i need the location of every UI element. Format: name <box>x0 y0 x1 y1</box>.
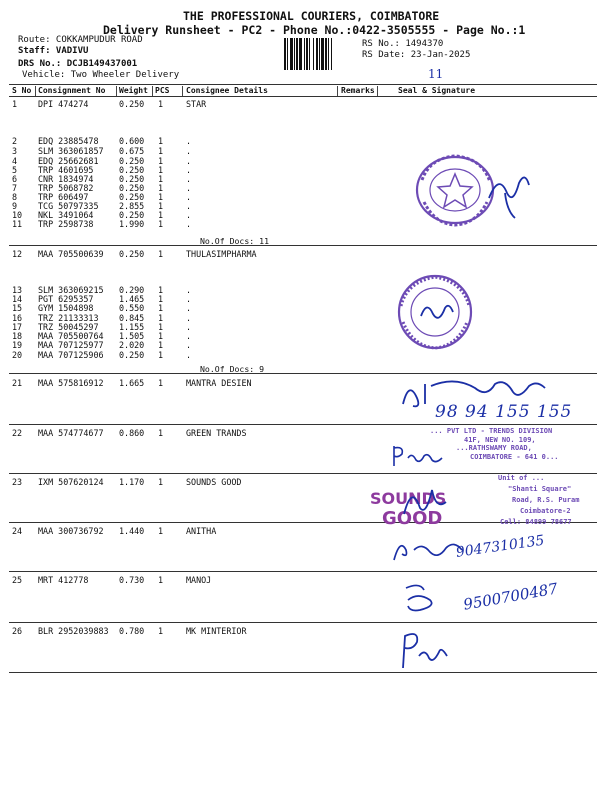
cell-pcs: 1 <box>158 192 164 202</box>
cell-consignee: . <box>186 331 192 341</box>
pharmacy-stamp <box>395 272 475 352</box>
cell-pcs: 1 <box>158 201 164 211</box>
cell-sno: 18 <box>12 331 23 341</box>
table-row <box>0 350 600 362</box>
cell-pcs: 1 <box>158 146 164 156</box>
signature-row25-phone: 9500700487 <box>462 579 560 614</box>
docs-count-1: No.Of Docs: 11 <box>200 236 270 246</box>
cell-consignment: GYM 1504898 <box>38 303 94 313</box>
cell-weight: 0.600 <box>119 136 145 146</box>
svg-text:SOUNDS: SOUNDS <box>370 489 447 508</box>
col-weight: Weight <box>119 86 148 95</box>
cell-weight: 0.250 <box>119 165 145 175</box>
cell-consignee: . <box>186 285 192 295</box>
cell-pcs: 1 <box>158 174 164 184</box>
cell-sno: 22 <box>12 428 23 438</box>
cell-consignment: TRZ 50045297 <box>38 322 99 332</box>
cell-sno: 12 <box>12 249 23 259</box>
docs-count-2: No.Of Docs: 9 <box>200 364 265 374</box>
cell-consignee: MANOJ <box>186 575 212 585</box>
cell-consignee: . <box>186 192 192 202</box>
route-label: Route: COKKAMPUDUR ROAD <box>18 35 143 45</box>
cell-weight: 1.155 <box>119 322 145 332</box>
cell-consignment: MAA 300736792 <box>38 526 104 536</box>
cell-sno: 9 <box>12 201 18 211</box>
cell-pcs: 1 <box>158 428 164 438</box>
cell-consignee: . <box>186 350 192 360</box>
cell-consignee: . <box>186 201 192 211</box>
cell-sno: 13 <box>12 285 23 295</box>
cell-pcs: 1 <box>158 210 164 220</box>
cell-consignment: IXM 507620124 <box>38 477 104 487</box>
vehicle-label: Vehicle: Two Wheeler Delivery <box>22 70 180 80</box>
cell-sno: 1 <box>12 99 18 109</box>
col-consignment: Consignment No <box>38 86 106 95</box>
cell-consignment: SLM 363069215 <box>38 285 104 295</box>
cell-consignment: DPI 474274 <box>38 99 89 109</box>
sounds-good-stamp <box>470 473 579 528</box>
stamp-line: Unit of ... <box>498 474 545 482</box>
signature-row24-phone: 9047310135 <box>455 532 546 561</box>
cell-weight: 0.730 <box>119 575 145 585</box>
cell-weight: 0.250 <box>119 210 145 220</box>
cell-sno: 17 <box>12 322 23 332</box>
cell-consignment: TRP 4601695 <box>38 165 94 175</box>
cell-consignment: SLM 363061857 <box>38 146 104 156</box>
stamp-line: "Shanti Square" <box>508 485 572 493</box>
cell-consignee: STAR <box>186 99 207 109</box>
cell-weight: 0.290 <box>119 285 145 295</box>
cell-weight: 0.675 <box>119 146 145 156</box>
cell-sno: 6 <box>12 174 18 184</box>
cell-sno: 5 <box>12 165 18 175</box>
cell-pcs: 1 <box>158 626 164 636</box>
cell-sno: 8 <box>12 192 18 202</box>
cell-consignment: EDQ 25662681 <box>38 156 99 166</box>
cell-pcs: 1 <box>158 331 164 341</box>
cell-consignee: . <box>186 322 192 332</box>
stamp-line: Cell: 84899 78677 <box>500 518 572 526</box>
row-rule <box>9 245 597 246</box>
cell-consignee: . <box>186 303 192 313</box>
row-rule <box>9 622 597 623</box>
runsheet-title: Delivery Runsheet - PC2 - Phone No.:0422-3505555 - Page No.:1 <box>103 23 526 37</box>
cell-consignment: TRZ 21133313 <box>38 313 99 323</box>
cell-pcs: 1 <box>158 340 164 350</box>
cell-consignment: MAA 707125977 <box>38 340 104 350</box>
cell-consignment: BLR 2952039883 <box>38 626 109 636</box>
signature-row25 <box>400 580 460 620</box>
cell-weight: 0.250 <box>119 183 145 193</box>
cell-consignment: MAA 705500764 <box>38 331 104 341</box>
cell-sno: 21 <box>12 378 23 388</box>
cell-consignment: MRT 412778 <box>38 575 89 585</box>
cell-pcs: 1 <box>158 294 164 304</box>
cell-sno: 26 <box>12 626 23 636</box>
cell-weight: 0.250 <box>119 192 145 202</box>
cell-consignee: ANITHA <box>186 526 217 536</box>
cell-consignment: PGT 6295357 <box>38 294 94 304</box>
cell-consignee: THULASIMPHARMA <box>186 249 257 259</box>
cell-pcs: 1 <box>158 99 164 109</box>
cell-pcs: 1 <box>158 350 164 360</box>
col-sno: S No <box>12 86 32 95</box>
cell-sno: 19 <box>12 340 23 350</box>
cell-weight: 2.855 <box>119 201 145 211</box>
cell-sno: 15 <box>12 303 23 313</box>
cell-weight: 2.020 <box>119 340 145 350</box>
svg-text:GOOD: GOOD <box>382 508 443 529</box>
cell-sno: 11 <box>12 219 23 229</box>
cell-sno: 14 <box>12 294 23 304</box>
stamp-line: ...RATHSWAMY ROAD, <box>456 444 532 452</box>
table-row <box>0 99 600 111</box>
table-top-rule <box>9 84 597 85</box>
cell-consignment: EDQ 23885478 <box>38 136 99 146</box>
cell-consignee: . <box>186 294 192 304</box>
cell-sno: 16 <box>12 313 23 323</box>
cell-pcs: 1 <box>158 378 164 388</box>
drs-number: DRS No.: DCJB149437001 <box>18 59 138 69</box>
signature-row22 <box>390 442 450 470</box>
cell-consignment: TCG 50797335 <box>38 201 99 211</box>
cell-pcs: 1 <box>158 165 164 175</box>
stamp-line: 41F, NEW NO. 109, <box>464 435 536 444</box>
signature-row26 <box>395 628 455 674</box>
cell-consignee: MANTRA DESIEN <box>186 378 252 388</box>
col-consignee: Consignee Details <box>186 86 268 95</box>
cell-weight: 0.250 <box>119 99 145 109</box>
company-name: THE PROFESSIONAL COURIERS, COIMBATORE <box>183 9 440 23</box>
rs-date: RS Date: 23-Jan-2025 <box>362 50 471 60</box>
cell-consignee: . <box>186 136 192 146</box>
table-header <box>0 86 600 96</box>
cell-consignee: . <box>186 219 192 229</box>
cell-consignee: . <box>186 313 192 323</box>
cell-consignment: TRP 606497 <box>38 192 89 202</box>
barcode <box>284 38 356 70</box>
row-rule <box>9 571 597 572</box>
rs-number: RS No.: 1494370 <box>362 39 444 49</box>
cell-pcs: 1 <box>158 183 164 193</box>
star-health-signature <box>485 163 535 223</box>
cell-consignee: . <box>186 156 192 166</box>
cell-pcs: 1 <box>158 303 164 313</box>
staff-label: Staff: VADIVU <box>18 46 89 56</box>
cell-pcs: 1 <box>158 526 164 536</box>
cell-weight: 1.465 <box>119 294 145 304</box>
cell-weight: 0.250 <box>119 249 145 259</box>
row-rule <box>9 672 597 673</box>
cell-weight: 0.250 <box>119 350 145 360</box>
table-row <box>0 249 600 261</box>
row-rule <box>9 424 597 425</box>
cell-consignment: NKL 3491064 <box>38 210 94 220</box>
cell-weight: 0.250 <box>119 156 145 166</box>
cell-sno: 10 <box>12 210 23 220</box>
cell-sno: 23 <box>12 477 23 487</box>
cell-consignment: MAA 574774677 <box>38 428 104 438</box>
cell-weight: 0.250 <box>119 174 145 184</box>
cell-sno: 3 <box>12 146 18 156</box>
cell-consignee: SOUNDS GOOD <box>186 477 242 487</box>
cell-weight: 1.170 <box>119 477 145 487</box>
cell-weight: 1.440 <box>119 526 145 536</box>
stamp-line: Road, R.S. Puram <box>512 496 580 504</box>
col-remarks: Remarks <box>341 86 375 95</box>
cell-consignee: . <box>186 340 192 350</box>
cell-sno: 20 <box>12 350 23 360</box>
cell-pcs: 1 <box>158 219 164 229</box>
cell-consignee: GREEN TRANDS <box>186 428 247 438</box>
cell-consignee: . <box>186 210 192 220</box>
cell-consignee: . <box>186 174 192 184</box>
cell-weight: 1.990 <box>119 219 145 229</box>
table-row <box>0 626 600 638</box>
cell-pcs: 1 <box>158 575 164 585</box>
cell-weight: 0.550 <box>119 303 145 313</box>
table-row <box>0 575 600 587</box>
cell-pcs: 1 <box>158 285 164 295</box>
cell-sno: 24 <box>12 526 23 536</box>
cell-consignee: . <box>186 146 192 156</box>
cell-pcs: 1 <box>158 322 164 332</box>
cell-consignment: TRP 5068782 <box>38 183 94 193</box>
cell-weight: 0.845 <box>119 313 145 323</box>
cell-sno: 2 <box>12 136 18 146</box>
cell-sno: 4 <box>12 156 18 166</box>
cell-consignment: MAA 707125906 <box>38 350 104 360</box>
cell-weight: 1.505 <box>119 331 145 341</box>
stamp-line: COIMBATORE - 641 0... <box>470 452 559 461</box>
signature-row21-phone: 98 94 155 155 <box>435 402 573 422</box>
cell-weight: 0.860 <box>119 428 145 438</box>
handwritten-count: 11 <box>428 67 444 81</box>
cell-consignee: MK MINTERIOR <box>186 626 247 636</box>
cell-pcs: 1 <box>158 477 164 487</box>
col-seal: Seal & Signature <box>398 86 476 95</box>
cell-pcs: 1 <box>158 156 164 166</box>
signature-row23 <box>400 480 460 520</box>
table-header-rule <box>9 96 597 97</box>
cell-pcs: 1 <box>158 249 164 259</box>
stamp-line: Coimbatore-2 <box>520 507 571 515</box>
cell-consignee: . <box>186 165 192 175</box>
cell-consignee: . <box>186 183 192 193</box>
stamp-line: ... PVT LTD - TRENDS DIVISION <box>430 427 553 435</box>
cell-pcs: 1 <box>158 136 164 146</box>
cell-weight: 1.665 <box>119 378 145 388</box>
cell-consignment: MAA 575816912 <box>38 378 104 388</box>
cell-consignment: TRP 2598738 <box>38 219 94 229</box>
col-pcs: PCS <box>155 86 170 95</box>
cell-consignment: MAA 705500639 <box>38 249 104 259</box>
cell-sno: 25 <box>12 575 23 585</box>
cell-pcs: 1 <box>158 313 164 323</box>
cell-sno: 7 <box>12 183 18 193</box>
cell-consignment: CNR 1834974 <box>38 174 94 184</box>
cell-weight: 0.780 <box>119 626 145 636</box>
